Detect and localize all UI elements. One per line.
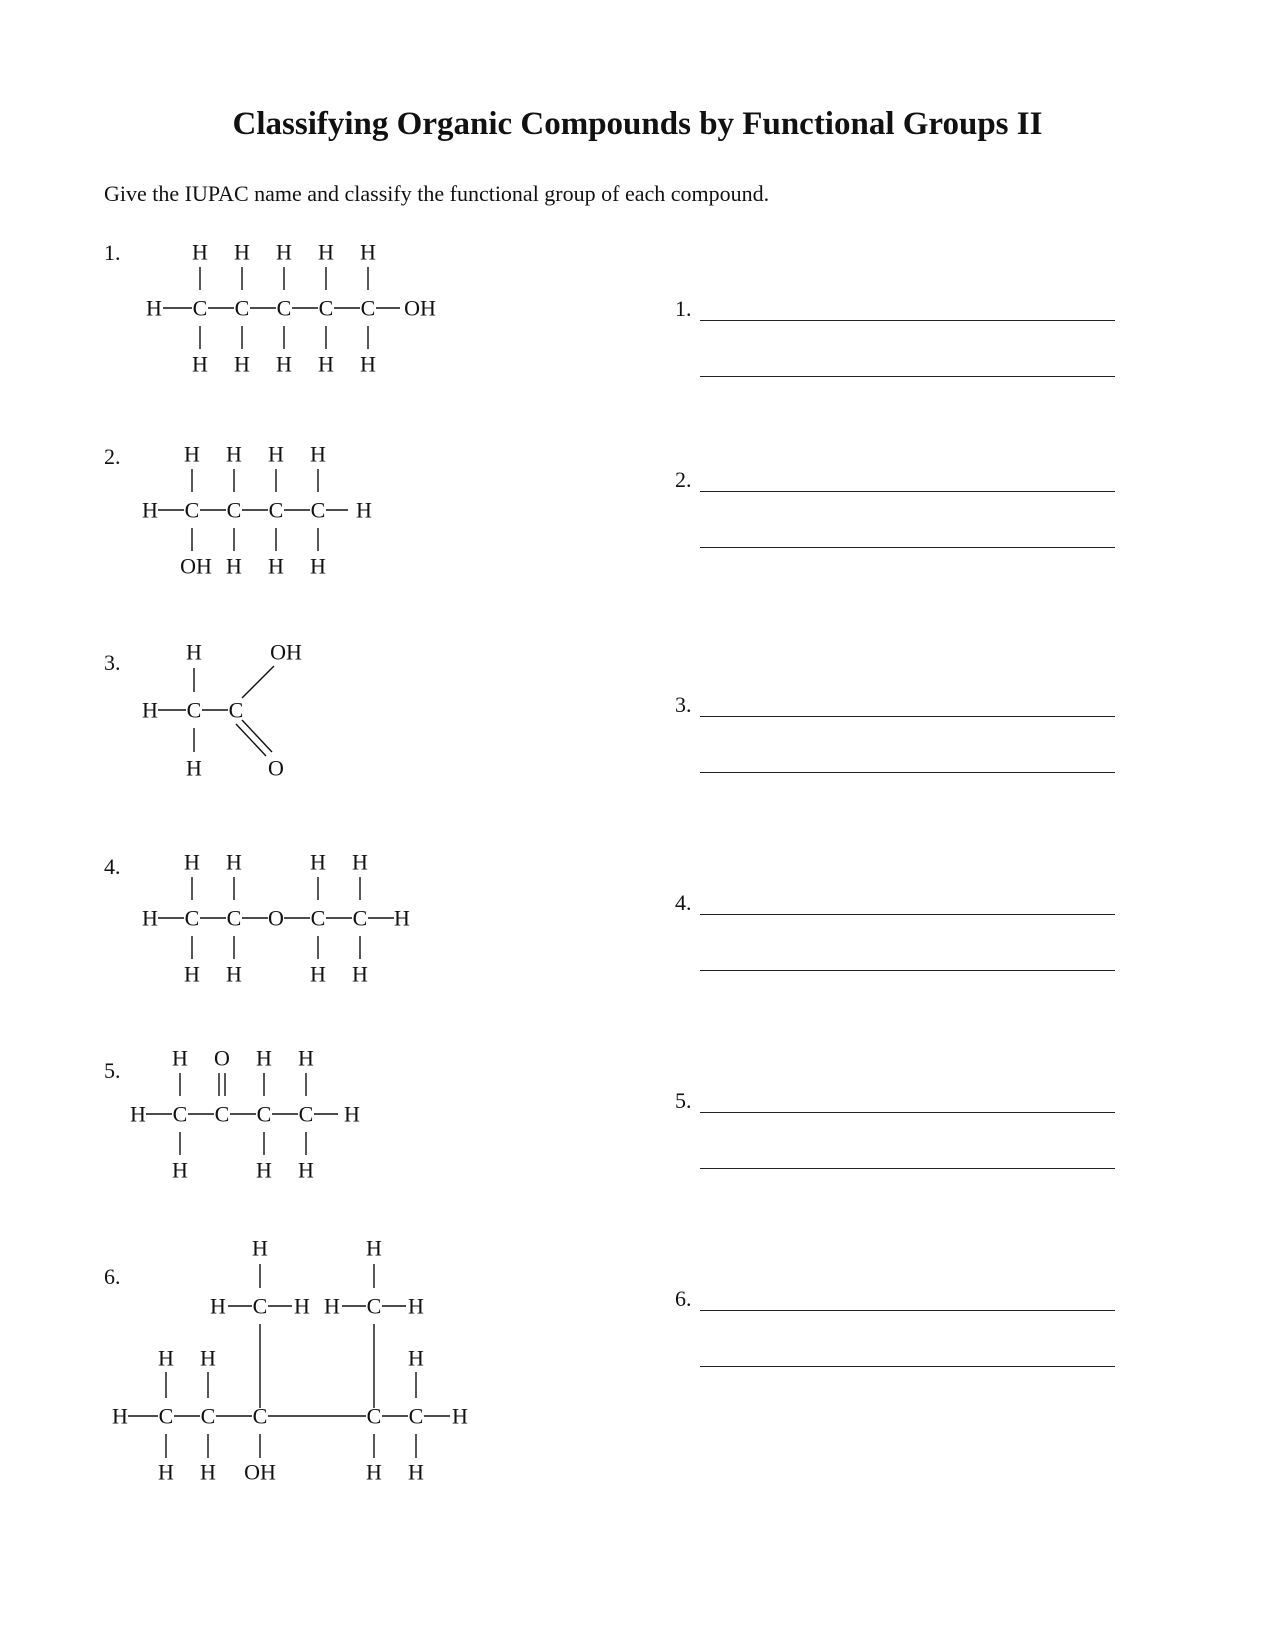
atom-h: H [226, 849, 242, 875]
answer-line-name-4[interactable] [700, 914, 1115, 915]
atom-h: H [366, 1459, 382, 1485]
atom-c: C [234, 295, 250, 321]
atom-h: H [158, 1345, 174, 1371]
answer-number-2: 2. [675, 467, 692, 492]
atom-h: H [192, 239, 208, 265]
atom-h: H [172, 1045, 188, 1071]
answer-number-5: 5. [675, 1088, 692, 1113]
atom-c: C [228, 697, 244, 723]
atom-h: H [256, 1045, 272, 1071]
answer-line-group-3[interactable] [700, 772, 1115, 773]
atom-o: O [268, 905, 284, 931]
atom-h: H [192, 351, 208, 377]
answer-line-name-3[interactable] [700, 716, 1115, 717]
atom-h: H [366, 1235, 382, 1261]
answer-line-group-1[interactable] [700, 376, 1115, 377]
atom-c: C [192, 295, 208, 321]
atom-h: H [210, 1293, 226, 1319]
atom-h: H [298, 1045, 314, 1071]
atom-h: H [184, 961, 200, 987]
atom-h: H [226, 441, 242, 467]
atom-h: H [360, 239, 376, 265]
atom-h: H [452, 1403, 468, 1429]
atom-h: H [356, 497, 372, 523]
atom-oh: OH [180, 553, 212, 579]
atom-h: H [352, 849, 368, 875]
atom-h: H [352, 961, 368, 987]
atom-c: C [276, 295, 292, 321]
atom-h: H [310, 961, 326, 987]
atom-c: C [408, 1403, 424, 1429]
atom-h: H [184, 849, 200, 875]
atom-h: H [184, 441, 200, 467]
answer-line-name-6[interactable] [700, 1310, 1115, 1311]
atom-h: H [186, 755, 202, 781]
atom-h: H [130, 1101, 146, 1127]
atom-c: C [318, 295, 334, 321]
structure-1 [140, 230, 460, 380]
atom-h: H [142, 905, 158, 931]
atom-h: H [142, 497, 158, 523]
answer-line-name-2[interactable] [700, 491, 1115, 492]
atom-h: H [276, 239, 292, 265]
atom-c: C [252, 1293, 268, 1319]
answer-block-5 [675, 1088, 1115, 1178]
atom-h: H [186, 639, 202, 665]
atom-c: C [310, 497, 326, 523]
atom-c: C [226, 497, 242, 523]
atom-c: C [310, 905, 326, 931]
atom-h: H [146, 295, 162, 321]
answer-block-4 [675, 890, 1115, 980]
question-number-1: 1. [104, 240, 121, 265]
atom-h: H [276, 351, 292, 377]
atom-oh: OH [404, 295, 436, 321]
atom-h: H [344, 1101, 360, 1127]
atom-c: C [252, 1403, 268, 1429]
atom-oh: OH [270, 639, 302, 665]
answer-block-3 [675, 692, 1115, 782]
atom-c: C [184, 905, 200, 931]
atom-c: C [268, 497, 284, 523]
answer-number-4: 4. [675, 890, 692, 915]
structure-4 [140, 840, 430, 990]
answer-number-6: 6. [675, 1286, 692, 1311]
atom-c: C [226, 905, 242, 931]
atom-o: O [268, 755, 284, 781]
atom-h: H [318, 239, 334, 265]
atom-h: H [112, 1403, 128, 1429]
atom-h: H [256, 1157, 272, 1183]
instructions: Give the IUPAC name and classify the functional group of each compound. [104, 181, 770, 206]
question-number-6: 6. [104, 1264, 121, 1289]
answer-block-2 [675, 467, 1115, 557]
answer-line-name-5[interactable] [700, 1112, 1115, 1113]
atom-c: C [298, 1101, 314, 1127]
answer-line-group-4[interactable] [700, 970, 1115, 971]
atom-h: H [408, 1459, 424, 1485]
question-number-3: 3. [104, 650, 121, 675]
atom-h: H [200, 1459, 216, 1485]
structure-6 [110, 1230, 490, 1530]
atom-h: H [268, 553, 284, 579]
question-number-4: 4. [104, 854, 121, 879]
question-number-2: 2. [104, 444, 121, 469]
atom-h: H [158, 1459, 174, 1485]
atom-c: C [360, 295, 376, 321]
structure-3 [140, 634, 340, 784]
atom-h: H [310, 441, 326, 467]
atom-h: H [318, 351, 334, 377]
atom-h: H [234, 351, 250, 377]
page-title: Classifying Organic Compounds by Functional Groups II [232, 106, 1043, 142]
answer-block-6 [675, 1286, 1115, 1376]
atom-h: H [360, 351, 376, 377]
answer-line-group-6[interactable] [700, 1366, 1115, 1367]
answer-line-group-2[interactable] [700, 547, 1115, 548]
atom-h: H [294, 1293, 310, 1319]
atom-h: H [408, 1293, 424, 1319]
atom-h: H [324, 1293, 340, 1319]
atom-h: H [200, 1345, 216, 1371]
atom-c: C [366, 1293, 382, 1319]
structure-5 [128, 1036, 388, 1186]
answer-line-group-5[interactable] [700, 1168, 1115, 1169]
bonds [158, 666, 274, 756]
atom-oh: OH [244, 1459, 276, 1485]
atom-c: C [186, 697, 202, 723]
atom-c: C [214, 1101, 230, 1127]
atom-o: O [214, 1045, 230, 1071]
atom-h: H [234, 239, 250, 265]
atom-h: H [226, 553, 242, 579]
answer-number-1: 1. [675, 296, 692, 321]
atom-c: C [352, 905, 368, 931]
atom-h: H [142, 697, 158, 723]
atom-c: C [366, 1403, 382, 1429]
atom-h: H [252, 1235, 268, 1261]
answer-number-3: 3. [675, 692, 692, 717]
atom-h: H [298, 1157, 314, 1183]
answer-line-name-1[interactable] [700, 320, 1115, 321]
answer-block-1 [675, 296, 1115, 386]
atom-c: C [172, 1101, 188, 1127]
atom-h: H [310, 553, 326, 579]
atom-h: H [268, 441, 284, 467]
structure-2 [140, 432, 400, 582]
atom-c: C [256, 1101, 272, 1127]
atom-h: H [310, 849, 326, 875]
bonds [128, 1264, 450, 1458]
atom-c: C [184, 497, 200, 523]
atom-h: H [172, 1157, 188, 1183]
atom-h: H [408, 1345, 424, 1371]
question-number-5: 5. [104, 1058, 121, 1083]
atom-c: C [200, 1403, 216, 1429]
atom-h: H [394, 905, 410, 931]
atom-c: C [158, 1403, 174, 1429]
atom-h: H [226, 961, 242, 987]
